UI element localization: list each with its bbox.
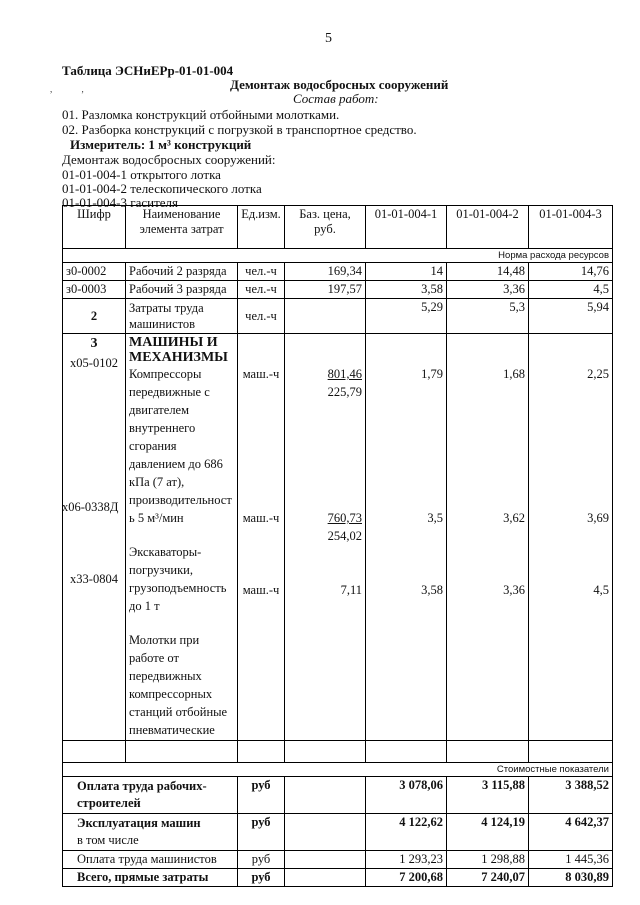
spacer	[450, 527, 525, 581]
norm-label: Норма расхода ресурсов	[63, 249, 613, 263]
machine-value: 3,69	[587, 511, 609, 525]
machine-value: 3,36	[503, 583, 525, 597]
machine-name: Экскаваторы-погрузчики, грузоподъемность до 1 т	[129, 545, 227, 613]
table-code: Таблица ЭСНиЕРр-01-01-004	[62, 63, 234, 78]
table-row	[63, 299, 613, 334]
spacer	[241, 335, 281, 365]
cost-v2: 3 115,88	[447, 777, 529, 814]
spacer	[129, 615, 234, 631]
machines-units	[238, 334, 285, 741]
spacer	[288, 401, 362, 509]
cost-price	[285, 777, 366, 814]
cost-v3: 8 030,89	[529, 869, 613, 887]
cost-price	[285, 869, 366, 887]
cost-row	[63, 777, 613, 814]
spacer	[288, 335, 362, 365]
row-unit: чел.-ч	[238, 299, 285, 334]
spacer	[369, 383, 443, 509]
cost-name-sub: в том числе	[77, 833, 139, 847]
spacer	[369, 335, 443, 365]
spacer	[241, 527, 281, 581]
cost-v1: 1 293,23	[366, 851, 447, 869]
cost-unit: руб	[238, 851, 285, 869]
header-unit: Ед.изм.	[238, 206, 285, 249]
cost-unit: руб	[238, 814, 285, 851]
cost-row	[63, 814, 613, 851]
spacer	[450, 335, 525, 365]
row-price	[285, 299, 366, 334]
row-unit: чел.-ч	[238, 263, 285, 281]
machine-unit: маш.-ч	[242, 367, 280, 381]
cost-row	[63, 851, 613, 869]
cost-v2: 4 124,19	[447, 814, 529, 851]
header-code: Шифр	[63, 206, 126, 249]
table-title: Демонтаж водосбросных сооружений	[230, 77, 449, 92]
work-item: 01. Разломка конструкций отбойными молотками.	[62, 107, 340, 122]
machines-block	[63, 334, 613, 741]
machines-v2	[447, 334, 529, 741]
table-row	[63, 281, 613, 299]
machine-price: 7,11	[340, 583, 362, 597]
cost-row	[63, 869, 613, 887]
row-v2: 5,3	[447, 299, 529, 334]
machines-prices	[285, 334, 366, 741]
machine-code: х06-0338Д	[62, 500, 119, 514]
machine-value: 1,68	[503, 367, 525, 381]
cost-v1: 7 200,68	[366, 869, 447, 887]
cost-price	[285, 851, 366, 869]
machine-name: Молотки при работе от передвижных компрессорных станций отбойные пневматические	[129, 633, 228, 737]
variant-line: 01-01-004-1 открытого лотка	[62, 167, 221, 182]
spacer	[532, 335, 609, 365]
cost-name-main: Эксплуатация машин	[77, 816, 201, 830]
row-v2: 14,48	[447, 263, 529, 281]
machine-price: 801,46	[327, 367, 362, 381]
spacer	[532, 527, 609, 581]
row-name: Рабочий 2 разряда	[126, 263, 238, 281]
work-heading: Состав работ:	[293, 91, 379, 106]
header-row	[63, 206, 613, 249]
cost-label: Стоимостные показатели	[63, 763, 613, 777]
row-price: 169,34	[285, 263, 366, 281]
cost-v2: 1 298,88	[447, 851, 529, 869]
spacer	[241, 383, 281, 509]
cost-unit: руб	[238, 777, 285, 814]
scan-specks: , ,	[50, 84, 84, 94]
machine-name: Компрессоры передвижные с двигателем внутреннего сгорания давлением до 686 кПа (7 ат), производительност ь 5 м³/мин	[129, 367, 232, 525]
header-price: Баз. цена, руб.	[285, 206, 366, 249]
cost-v1: 4 122,62	[366, 814, 447, 851]
page-number: 5	[325, 31, 332, 46]
machine-value: 2,25	[587, 367, 609, 381]
cost-v1: 3 078,06	[366, 777, 447, 814]
section-title: МАШИНЫ И МЕХАНИЗМЫ	[129, 335, 228, 365]
row-price: 197,57	[285, 281, 366, 299]
row-code: 2	[63, 299, 126, 334]
machine-code: х33-0804	[70, 572, 118, 586]
header-col2: 01-01-004-2	[447, 206, 529, 249]
machine-value: 3,62	[503, 511, 525, 525]
variant-line: 01-01-004-2 телескопического лотка	[62, 181, 262, 196]
cost-name: Всего, прямые затраты	[63, 869, 238, 887]
variant-line: 01-01-004-3 гасителя	[62, 195, 178, 210]
cost-v3: 3 388,52	[529, 777, 613, 814]
spacer	[369, 527, 443, 581]
spacer	[532, 383, 609, 509]
cost-v3: 4 642,37	[529, 814, 613, 851]
work-item: 02. Разборка конструкций с погрузкой в транспортное средство.	[62, 122, 417, 137]
spacer	[129, 527, 234, 543]
row-code: з0-0002	[63, 263, 126, 281]
row-v3: 14,76	[529, 263, 613, 281]
machine-value: 4,5	[593, 583, 609, 597]
machine-value: 3,5	[427, 511, 443, 525]
spacer	[66, 588, 122, 688]
meter-label: Измеритель: 1 м³ конструкций	[70, 137, 252, 152]
machines-v1	[366, 334, 447, 741]
row-name: Затраты труда машинистов	[126, 299, 238, 334]
machines-names	[126, 334, 238, 741]
cost-v2: 7 240,07	[447, 869, 529, 887]
machine-code: х05-0102	[70, 356, 118, 370]
spacer	[288, 545, 362, 581]
row-v1: 3,58	[366, 281, 447, 299]
row-code: з0-0003	[63, 281, 126, 299]
header-col1: 01-01-004-1	[366, 206, 447, 249]
section-heading: Демонтаж водосбросных сооружений:	[62, 152, 276, 167]
machine-price: 760,73	[327, 511, 362, 525]
row-name: Рабочий 3 разряда	[126, 281, 238, 299]
section-code: 3	[90, 336, 98, 351]
machines-v3	[529, 334, 613, 741]
table-row	[63, 263, 613, 281]
resource-table	[62, 205, 613, 887]
machine-price-alt: 225,79	[327, 385, 362, 399]
machine-unit: маш.-ч	[242, 511, 280, 525]
spacer	[66, 372, 122, 498]
spacer	[66, 516, 122, 570]
norm-row	[63, 249, 613, 263]
cost-unit: руб	[238, 869, 285, 887]
header-name: Наименование элемента затрат	[126, 206, 238, 249]
row-v3: 4,5	[529, 281, 613, 299]
blank-row	[63, 741, 613, 763]
cost-v3: 1 445,36	[529, 851, 613, 869]
cost-name: Оплата труда рабочих-строителей	[63, 777, 238, 814]
machine-price-alt: 254,02	[327, 529, 362, 543]
row-v1: 5,29	[366, 299, 447, 334]
cost-label-row	[63, 763, 613, 777]
cost-name: Оплата труда машинистов	[63, 851, 238, 869]
row-v1: 14	[366, 263, 447, 281]
row-v3: 5,94	[529, 299, 613, 334]
machine-unit: маш.-ч	[242, 583, 280, 597]
row-v2: 3,36	[447, 281, 529, 299]
spacer	[450, 383, 525, 509]
row-unit: чел.-ч	[238, 281, 285, 299]
cost-name	[63, 814, 238, 851]
header-col3: 01-01-004-3	[529, 206, 613, 249]
machines-codes	[63, 334, 126, 741]
machine-value: 3,58	[421, 583, 443, 597]
cost-price	[285, 814, 366, 851]
machine-value: 1,79	[421, 367, 443, 381]
